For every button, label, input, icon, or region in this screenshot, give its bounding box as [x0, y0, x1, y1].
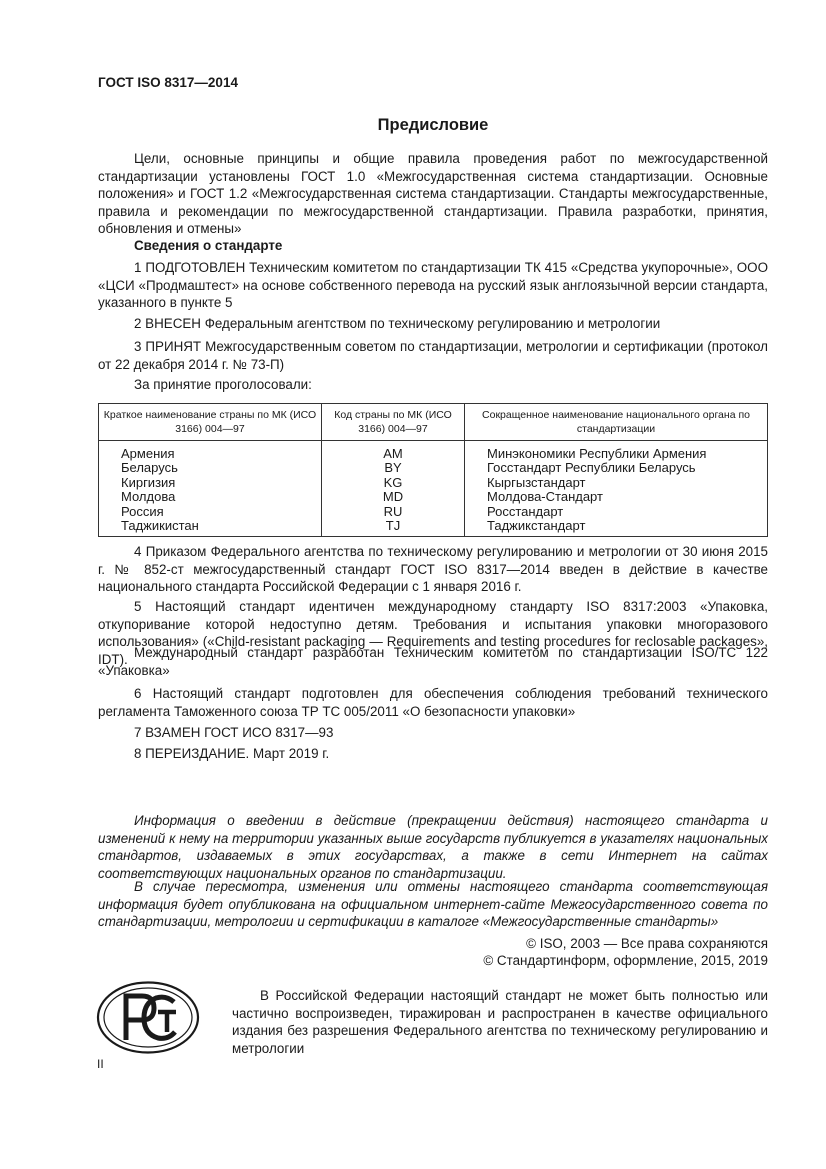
- voting-table: [98, 403, 768, 537]
- item-7: 7 ВЗАМЕН ГОСТ ИСО 8317—93: [134, 725, 334, 740]
- rst-certification-logo-icon: [96, 980, 200, 1055]
- code-cell: RU: [322, 505, 465, 519]
- voted-label: За принятие проголосовали:: [134, 377, 312, 392]
- item-3: 3 ПРИНЯТ Межгосударственным советом по стандартизации, метрологии и сертификации (протокол от 22 декабря 2014 г. № 73-П): [98, 339, 768, 372]
- country-cell: Беларусь: [99, 461, 322, 475]
- item-2: 2 ВНЕСЕН Федеральным агентством по техническому регулированию и метрологии: [134, 316, 661, 331]
- body-cell: Кыргызстандарт: [465, 476, 768, 490]
- code-cell: AM: [322, 441, 465, 462]
- item-1: 1 ПОДГОТОВЛЕН Техническим комитетом по стандартизации ТК 415 «Средства укупорочные», ООО «ЦСИ «Продмаштест» на основе собственного перевода на русский язык англоязычной версии стандарта, указанного в пункте 5: [98, 260, 768, 311]
- body-cell: Минэкономики Республики Армения: [465, 441, 768, 462]
- code-cell: MD: [322, 490, 465, 504]
- table-row: [99, 490, 768, 504]
- item-6: 6 Настоящий стандарт подготовлен для обеспечения соблюдения требований технического регламента Таможенного союза ТР ТС 005/2011 «О безопасности упаковки»: [98, 686, 768, 719]
- table-row: [99, 519, 768, 537]
- body-cell: Госстандарт Республики Беларусь: [465, 461, 768, 475]
- table-row: [99, 461, 768, 475]
- item-4: 4 Приказом Федерального агентства по техническому регулированию и метрологии от 30 июня 2015 г. № 852-ст межгосударственный стандарт ГОСТ ISO 8317—2014 введен в действие в качестве национального стандарта Российской Федерации с 1 января 2016 г.: [98, 544, 768, 595]
- country-cell: Молдова: [99, 490, 322, 504]
- page-number: II: [97, 1057, 104, 1071]
- item-5: 5 Настоящий стандарт идентичен международному стандарту ISO 8317:2003 «Упаковка, откупоривание которой недоступно детям. Требования и испытания упаковки многоразового использования» («Child-resistant packaging — Requirements and testing procedures for reclosable packages», IDT).: [98, 599, 768, 667]
- code-cell: TJ: [322, 519, 465, 537]
- col-header-country: Краткое наименование страны по МК (ИСО 3166) 004—97: [99, 404, 322, 441]
- item-8: 8 ПЕРЕИЗДАНИЕ. Март 2019 г.: [134, 746, 330, 761]
- country-cell: Армения: [99, 441, 322, 462]
- section-heading: Сведения о стандарте: [134, 238, 283, 253]
- code-cell: BY: [322, 461, 465, 475]
- copyright-standartinform: © Стандартинформ, оформление, 2015, 2019: [483, 953, 768, 968]
- country-cell: Россия: [99, 505, 322, 519]
- document-id-header: ГОСТ ISO 8317—2014: [98, 75, 238, 90]
- body-cell: Молдова-Стандарт: [465, 490, 768, 504]
- reproduction-notice: В Российской Федерации настоящий стандарт не может быть полностью или частично воспроизведен, тиражирован и распространен в качестве официального издания без разрешения Федерального агентства по техническому регулированию и метрологии: [232, 988, 768, 1056]
- body-cell: Таджикстандарт: [465, 519, 768, 537]
- table-row: [99, 505, 768, 519]
- info-paragraph-1: Информация о введении в действие (прекращении действия) настоящего стандарта и изменений к нему на территории указанных выше государств публикуется в указателях национальных стандартов, издаваемых в этих государствах, а также в сети Интернет на сайтах соответствующих национальных органов по стандартизации.: [98, 813, 768, 881]
- table-row: [99, 441, 768, 462]
- copyright-iso: © ISO, 2003 — Все права сохраняются: [526, 936, 768, 951]
- intro-paragraph: Цели, основные принципы и общие правила проведения работ по межгосударственной стандартизации установлены ГОСТ 1.0 «Межгосударственная система стандартизации. Основные положения» и ГОСТ 1.2 «Межгосударственная система стандартизации. Стандарты межгосударственные, правила и рекомендации по межгосударственной стандартизации. Правила разработки, принятия, обновления и отмены»: [98, 151, 768, 237]
- country-cell: Киргизия: [99, 476, 322, 490]
- table-row: [99, 476, 768, 490]
- table-header-row: [99, 404, 768, 441]
- page-title: Предисловие: [377, 116, 489, 134]
- country-cell: Таджикистан: [99, 519, 322, 537]
- col-header-code: Код страны по МК (ИСО 3166) 004—97: [322, 404, 465, 441]
- col-header-body: Сокращенное наименование национального органа по стандартизации: [465, 404, 768, 441]
- code-cell: KG: [322, 476, 465, 490]
- item-5-note: Международный стандарт разработан Техническим комитетом по стандартизации ISO/TC 122 «Упаковка»: [98, 645, 768, 678]
- info-paragraph-2: В случае пересмотра, изменения или отмены настоящего стандарта соответствующая информация будет опубликована на официальном интернет-сайте Межгосударственного совета по стандартизации, метрологии и сертификации в каталоге «Межгосударственные стандарты»: [98, 879, 768, 930]
- body-cell: Росстандарт: [465, 505, 768, 519]
